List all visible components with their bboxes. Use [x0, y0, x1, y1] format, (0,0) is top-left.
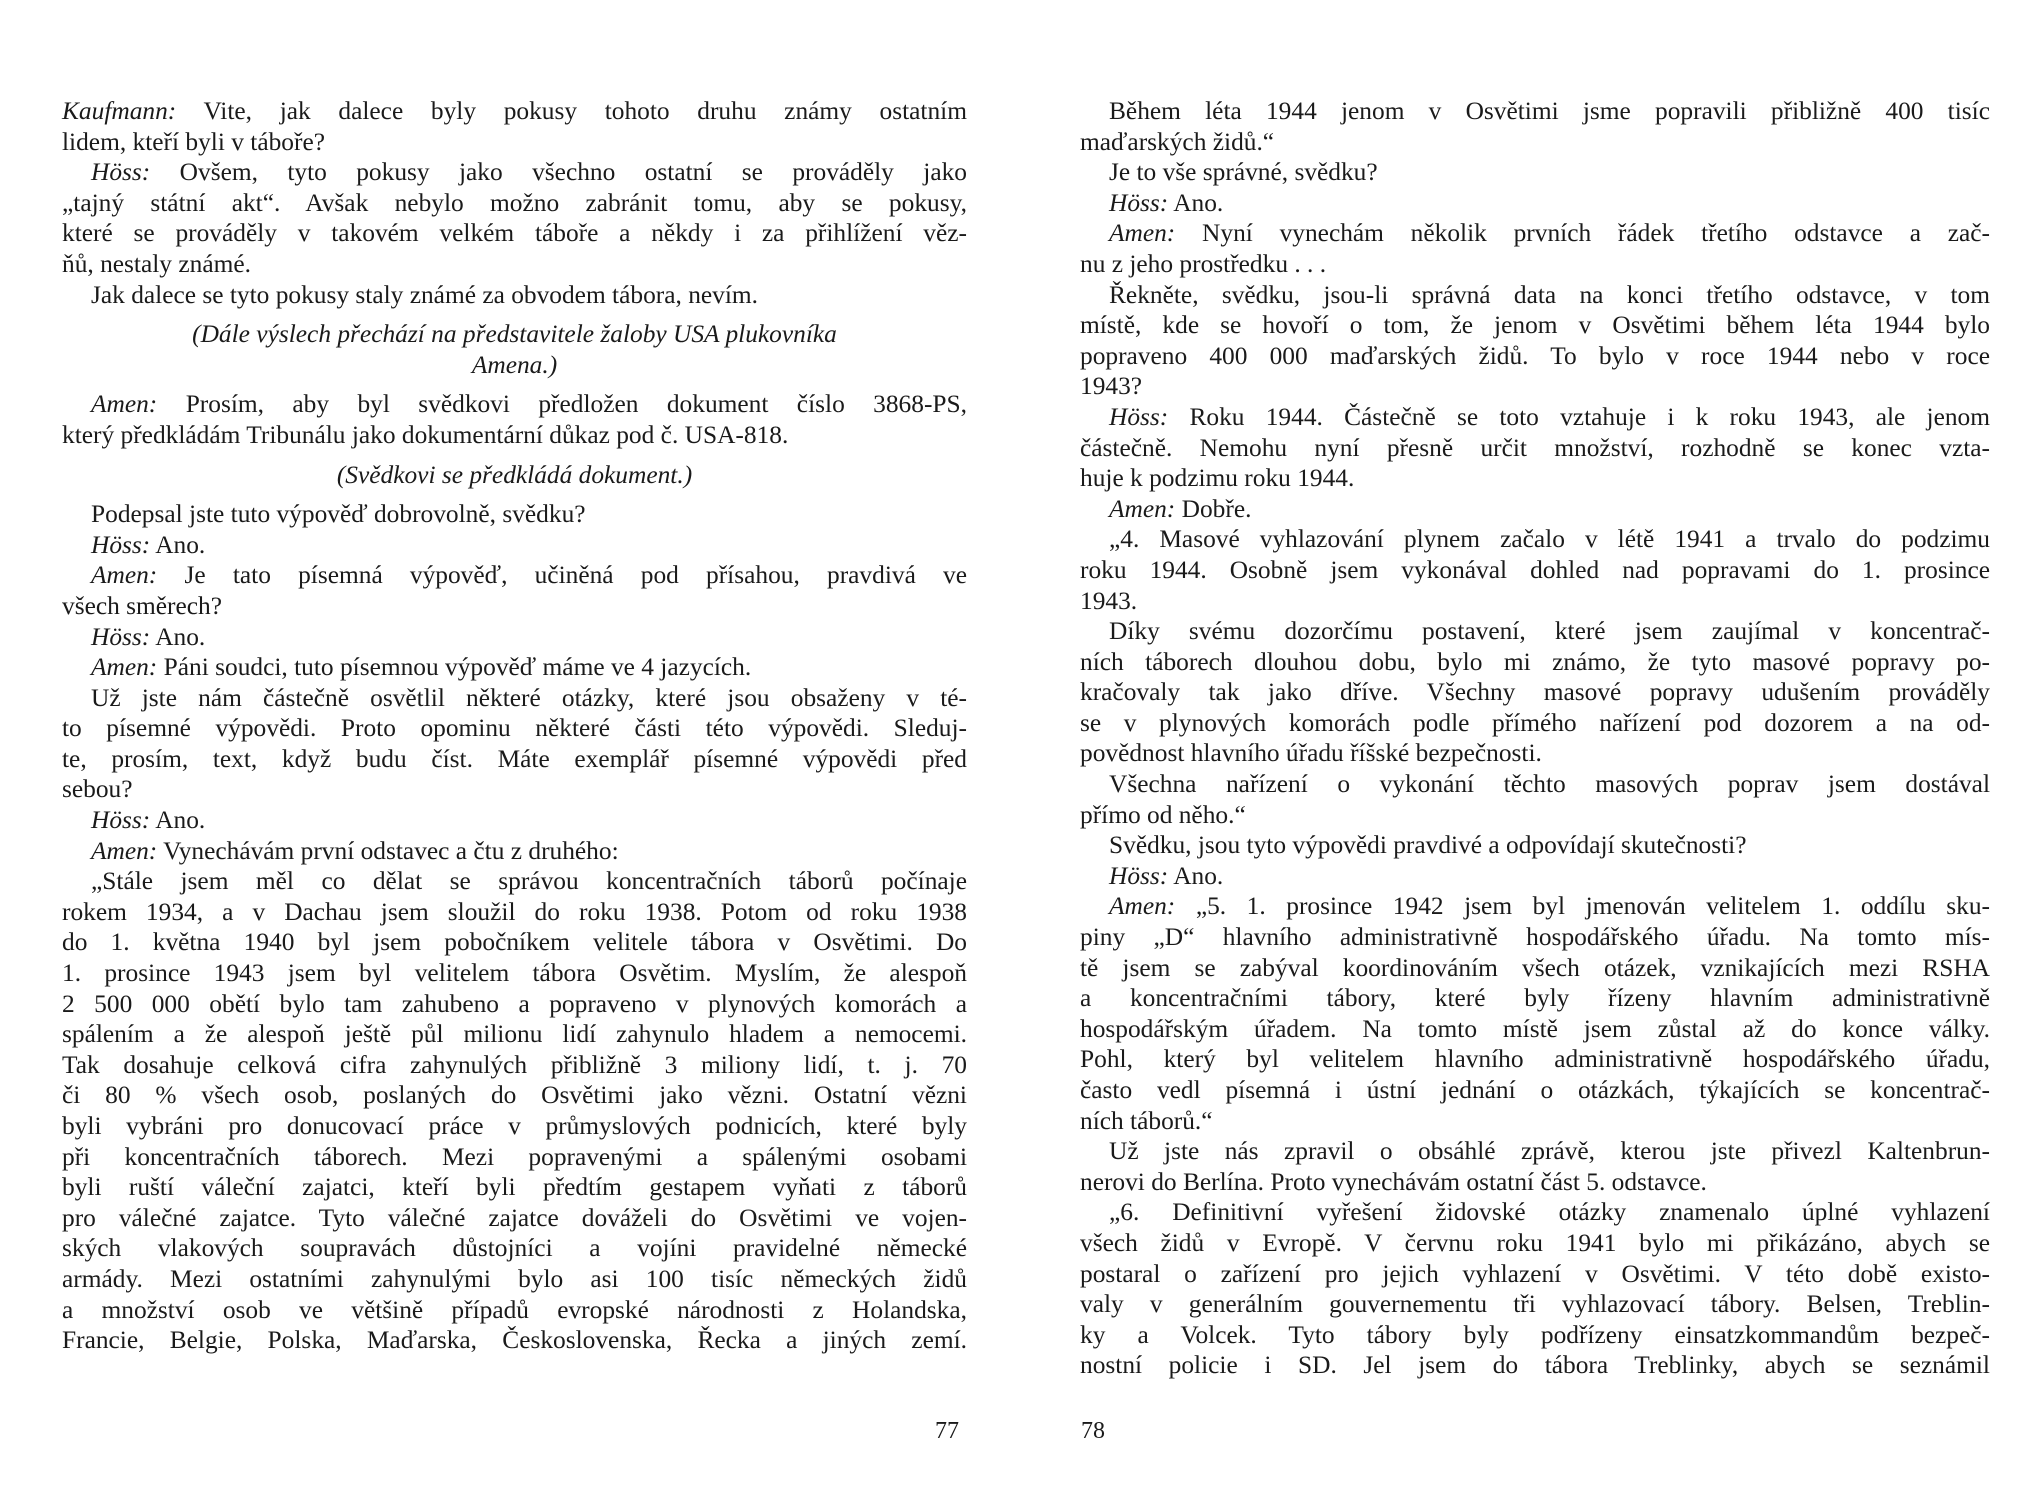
speaker-label: Amen: [91, 836, 158, 865]
text-line: Amen: Nyní vynechám několik prvních řádek třetího odstavce a zač- [1109, 219, 1990, 248]
text-line: Svědku, jsou tyto výpovědi pravdivé a odpovídají skutečnosti? [1109, 831, 1747, 860]
speaker-label: Höss: [91, 530, 151, 559]
text-line: to písemné výpovědi. Proto opominu některé části této výpovědi. Sleduj- [62, 714, 967, 743]
text-line: či 80 % všech osob, poslaných do Osvětimi jako vězni. Ostatní vězni [62, 1081, 967, 1110]
speaker-label: Amen: [1109, 219, 1176, 248]
text-line: byli vybráni pro donucovací práce v průmyslových podnicích, které byly [62, 1112, 967, 1140]
text-line: přímo od něho.“ [1080, 800, 1246, 829]
text-line: Během léta 1944 jenom v Osvětimi jsme popravili přibližně 400 tisíc [1109, 97, 1990, 125]
page-number: 78 [1081, 1418, 1105, 1444]
text-line: částečně. Nemohu nyní přesně určit množství, rozhodně se konec vzta- [1080, 433, 1990, 462]
text-line: Höss: Roku 1944. Částečně se toto vztahuje i k roku 1943, ale jenom [1109, 402, 1990, 431]
stage-direction: (Svědkovi se předkládá dokument.) [336, 460, 693, 489]
text-line: Pohl, který byl velitelem hlavního administrativně hospodářského úřadu, [1080, 1045, 1990, 1074]
text-line: maďarských židů.“ [1080, 127, 1275, 156]
text-line: Höss: Ano. [1109, 861, 1224, 890]
speaker-label: Höss: [1109, 188, 1169, 217]
text-line: nu z jeho prostředku . . . [1080, 249, 1327, 278]
text-line: všech židů v Evropě. V červnu roku 1941 bylo mi přikázáno, abych se [1080, 1228, 1990, 1257]
text-line: nostní policie i SD. Jel jsem do tábora Treblinky, abych se seznámil [1080, 1351, 1990, 1380]
text-line: nerovi do Berlína. Proto vynechávám ostatní část 5. odstavce. [1080, 1167, 1707, 1196]
text-line: kračovaly tak jako dříve. Všechny masové popravy udušením prováděly [1080, 678, 1990, 707]
text-line: a množství osob ve většině případů evropské národnosti z Holandska, [62, 1295, 967, 1324]
text-line: a koncentračními tábory, které byly řízeny hlavním administrativně [1080, 984, 1990, 1013]
text-line: při koncentračních táborech. Mezi popravenými a spálenými osobami [62, 1142, 967, 1171]
text-line: Amen: Prosím, aby byl svědkovi předložen dokument číslo 3868-PS, [91, 390, 967, 419]
text-line: „4. Masové vyhlazování plynem začalo v létě 1941 a trvalo do podzimu [1109, 525, 1990, 554]
speaker-label: Höss: [91, 806, 151, 835]
text-line: 1943? [1080, 372, 1143, 401]
text-line: Podepsal jste tuto výpověď dobrovolně, svědku? [91, 500, 586, 529]
text-line: popraveno 400 000 maďarských židů. To bylo v roce 1944 nebo v roce [1080, 341, 1990, 370]
text-line: „Stále jsem měl co dělat se správou koncentračních táborů počínaje [91, 867, 967, 896]
stage-direction: Amena.) [471, 350, 558, 379]
text-line: všech směrech? [62, 591, 223, 620]
speaker-label: Amen: [1109, 892, 1176, 921]
text-line: Už jste nám částečně osvětlil některé otázky, které jsou obsaženy v té- [91, 683, 967, 712]
text-line: te, prosím, text, když budu číst. Máte exemplář písemné výpovědi před [62, 744, 967, 773]
page-number: 77 [935, 1418, 959, 1444]
text-line: 1943. [1080, 586, 1138, 615]
text-line: Amen: Dobře. [1109, 494, 1252, 523]
text-line: které se prováděly v takovém velkém táboře a někdy i za přihlížení věz- [62, 219, 967, 248]
text-line: Všechna nařízení o vykonání těchto masových poprav jsem dostával [1109, 770, 1990, 799]
speaker-label: Amen: [91, 390, 158, 419]
text-line: ských vlakových soupravách důstojníci a vojíni pravidelné německé [62, 1234, 967, 1263]
text-line: Jak dalece se tyto pokusy staly známé za obvodem tábora, nevím. [91, 280, 759, 309]
speaker-label: Amen: [91, 561, 158, 590]
text-line: hospodářským úřadem. Na tomto místě jsem zůstal až do konce války. [1080, 1014, 1990, 1043]
speaker-label: Amen: [91, 653, 158, 682]
left-page [62, 96, 967, 1356]
text-line: ních táborech dlouhou dobu, bylo mi známo, že tyto masové popravy po- [1080, 647, 1990, 676]
text-line: do 1. května 1940 byl jsem pobočníkem velitele tábora v Osvětimi. Do [62, 928, 967, 957]
text-line: často vedl písemná i ústní jednání o otázkách, týkajících se koncentrač- [1080, 1076, 1990, 1104]
text-line: postaral o zařízení pro jejich vyhlazení v Osvětimi. V této době existo- [1080, 1259, 1990, 1288]
speaker-label: Höss: [91, 158, 151, 187]
text-line: Höss: Ano. [1109, 188, 1224, 217]
text-line: Höss: Ano. [91, 806, 206, 835]
text-line: povědnost hlavního úřadu říšské bezpečnosti. [1080, 739, 1542, 768]
text-line: Amen: „5. 1. prosince 1942 jsem byl jmenován velitelem 1. oddílu sku- [1109, 892, 1990, 921]
text-line: 2 500 000 obětí bylo tam zahubeno a popraveno v plynových komorách a [62, 989, 967, 1018]
text-line: spálením a že alespoň ještě půl milionu lidí zahynulo hladem a nemocemi. [62, 1020, 967, 1049]
text-line: Höss: Ano. [91, 622, 206, 651]
speaker-label: Höss: [1109, 861, 1169, 890]
text-line: „tajný státní akt“. Avšak nebylo možno zabránit tomu, aby se pokusy, [62, 188, 967, 217]
text-line: Tak dosahuje celková cifra zahynulých přibližně 3 miliony lidí, t. j. 70 [62, 1050, 967, 1079]
text-line: huje k podzimu roku 1944. [1080, 464, 1355, 493]
text-line: Řekněte, svědku, jsou-li správná data na konci třetího odstavce, v tom [1109, 280, 1990, 309]
text-line: ňů, nestaly známé. [62, 249, 251, 278]
right-page [1080, 96, 1990, 1381]
text-line: místě, kde se hovoří o tom, že jenom v Osvětimi během léta 1944 bylo [1080, 311, 1990, 340]
text-line: Kaufmann: Vite, jak dalece byly pokusy tohoto druhu známy ostatním [62, 97, 967, 125]
text-line: Amen: Je tato písemná výpověď, učiněná pod přísahou, pravdivá ve [91, 561, 967, 590]
speaker-label: Höss: [1109, 402, 1169, 431]
text-line: lidem, kteří byli v táboře? [62, 127, 325, 156]
text-line: byli ruští váleční zajatci, kteří byli předtím gestapem vyňati z táborů [62, 1173, 967, 1202]
text-line: Díky svému dozorčímu postavení, které jsem zaujímal v koncentrač- [1109, 617, 1990, 646]
stage-direction: (Dále výslech přechází na představitele žaloby USA plukovníka [192, 320, 837, 349]
text-line: Francie, Belgie, Polska, Maďarska, Československa, Řecka a jiných zemí. [62, 1326, 967, 1355]
text-line: tě jsem se zabýval koordinováním všech otázek, vznikajících mezi RSHA [1080, 953, 1990, 982]
text-line: Amen: Páni soudci, tuto písemnou výpověď máme ve 4 jazycích. [91, 653, 752, 682]
text-line: Höss: Ano. [91, 530, 206, 559]
text-line: „6. Definitivní vyřešení židovské otázky znamenalo úplné vyhlazení [1109, 1198, 1990, 1227]
text-line: valy v generálním gouvernementu tři vyhlazovací tábory. Belsen, Treblin- [1080, 1290, 1990, 1319]
text-line: rokem 1934, a v Dachau jsem sloužil do roku 1938. Potom od roku 1938 [62, 897, 967, 926]
text-line: pro válečné zajatce. Tyto válečné zajatce dováželi do Osvětimi ve vojen- [62, 1203, 967, 1232]
text-line: Amen: Vynechávám první odstavec a čtu z druhého: [91, 836, 619, 865]
text-line: Je to vše správné, svědku? [1109, 158, 1378, 187]
text-line: 1. prosince 1943 jsem byl velitelem tábora Osvětim. Myslím, že alespoň [62, 959, 967, 988]
text-line: ky a Volcek. Tyto tábory byly podřízeny einsatzkommandům bezpeč- [1080, 1320, 1990, 1349]
text-line: armády. Mezi ostatními zahynulými bylo asi 100 tisíc německých židů [62, 1264, 967, 1293]
text-line: ních táborů.“ [1080, 1106, 1213, 1135]
speaker-label: Höss: [91, 622, 151, 651]
speaker-label: Kaufmann: [62, 97, 177, 125]
text-line: piny „D“ hlavního administrativně hospodářského úřadu. Na tomto mís- [1080, 923, 1990, 952]
text-line: Už jste nás zpravil o obsáhlé zprávě, kterou jste přivezl Kaltenbrun- [1109, 1137, 1990, 1166]
text-line: Höss: Ovšem, tyto pokusy jako všechno ostatní se prováděly jako [91, 158, 967, 187]
text-line: se v plynových komorách podle přímého nařízení pod dozorem a na od- [1080, 708, 1990, 737]
speaker-label: Amen: [1109, 494, 1176, 523]
text-line: sebou? [62, 775, 133, 804]
text-line: který předkládám Tribunálu jako dokumentární důkaz pod č. USA-818. [62, 420, 789, 449]
text-line: roku 1944. Osobně jsem vykonával dohled nad popravami do 1. prosince [1080, 555, 1990, 584]
